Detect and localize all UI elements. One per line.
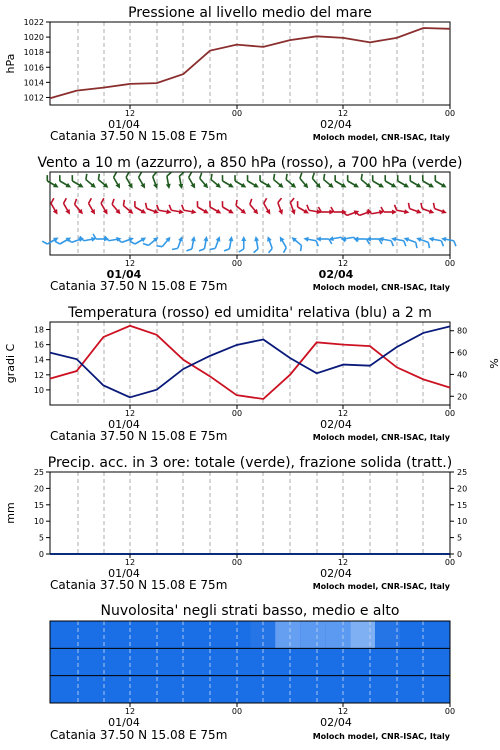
pressure-panel bbox=[0, 0, 500, 150]
temperature-title: Temperatura (rosso) ed umidita' relativa (blu) a 2 m bbox=[68, 305, 432, 321]
wind-barb-700hpa bbox=[320, 174, 337, 190]
cloud-title: Nuvolosita' negli strati basso, medio e alto bbox=[100, 603, 400, 619]
x-tick-label: 12 bbox=[124, 109, 136, 118]
wind-barb-700hpa bbox=[110, 172, 124, 190]
y2-tick-label: 20 bbox=[457, 392, 468, 402]
wind-barb-700hpa bbox=[164, 172, 174, 189]
y-tick-label: 12 bbox=[33, 370, 44, 380]
y2-tick-label: 0 bbox=[457, 550, 463, 559]
wind-barb-850hpa bbox=[206, 201, 224, 215]
wind-barb-850hpa bbox=[120, 200, 137, 216]
wind-barb-700hpa bbox=[431, 175, 449, 189]
x-tick-label: 00 bbox=[231, 558, 243, 567]
wind-barb-10m bbox=[263, 235, 276, 253]
y2-tick-label: 80 bbox=[457, 326, 468, 336]
x-tick-label: 00 bbox=[444, 558, 456, 567]
wind-barb-700hpa bbox=[331, 175, 349, 189]
wind-barb-700hpa bbox=[135, 172, 149, 190]
y-tick-label: 1012 bbox=[23, 93, 44, 103]
cloud-cell-alto bbox=[400, 621, 426, 649]
cloud-cell-medio bbox=[50, 648, 76, 676]
precip-chart bbox=[0, 450, 500, 600]
wind-barb-700hpa bbox=[176, 172, 186, 189]
y-tick-label: 1022 bbox=[23, 18, 44, 27]
y-tick-label: 15 bbox=[33, 500, 44, 510]
wind-barb-10m bbox=[316, 237, 332, 245]
cloud-cell-alto bbox=[75, 621, 101, 649]
wind-barb-850hpa bbox=[260, 198, 274, 216]
cloud-cell-basso bbox=[350, 676, 376, 704]
y-tick-label: 1016 bbox=[23, 63, 44, 73]
cloud-cell-medio bbox=[150, 648, 176, 676]
cloud-cell-medio bbox=[275, 648, 301, 676]
wind-barb-10m bbox=[224, 235, 234, 252]
y2-tick-label: 15 bbox=[457, 500, 468, 510]
x-tick-label: 12 bbox=[337, 409, 349, 418]
x-tick-label: 12 bbox=[124, 259, 136, 268]
x-tick-label: 00 bbox=[444, 707, 456, 716]
y-tick-label: 0 bbox=[38, 550, 44, 559]
wind-barb-700hpa bbox=[357, 174, 374, 190]
wind-barb-700hpa bbox=[344, 175, 362, 189]
x-tick-label: 12 bbox=[337, 109, 349, 118]
cloud-cell-basso bbox=[150, 676, 176, 704]
cloud-cell-basso bbox=[200, 676, 226, 704]
wind-barb-10m bbox=[275, 235, 289, 253]
wind-barb-850hpa bbox=[97, 198, 111, 216]
wind-barb-700hpa bbox=[219, 175, 237, 189]
wind-barb-700hpa bbox=[419, 175, 437, 189]
x-tick-label: 12 bbox=[124, 707, 136, 716]
wind-barb-700hpa bbox=[196, 173, 212, 190]
wind-barb-850hpa bbox=[274, 198, 287, 216]
wind-barb-700hpa bbox=[296, 173, 312, 190]
pressure-frame bbox=[50, 22, 450, 105]
x-tick-label: 00 bbox=[444, 259, 456, 268]
wind-barb-700hpa bbox=[282, 174, 299, 190]
wind-chart bbox=[0, 150, 500, 300]
cloud-cell-alto bbox=[325, 621, 351, 649]
wind-barb-10m bbox=[42, 233, 60, 247]
wind-barb-700hpa bbox=[369, 175, 387, 189]
date-label: 02/04 bbox=[320, 418, 352, 431]
y-axis-label: gradi C bbox=[4, 343, 17, 384]
y2-axis-label: % bbox=[487, 358, 500, 369]
y-axis-label: mm bbox=[4, 502, 17, 524]
cloud-cell-alto bbox=[200, 621, 226, 649]
date-label: 01/04 bbox=[106, 268, 142, 281]
model-credit: Moloch model, CNR-ISAC, Italy bbox=[312, 133, 450, 142]
wind-barb-10m bbox=[428, 236, 445, 246]
y-tick-label: 1018 bbox=[23, 48, 44, 58]
wind-barb-850hpa bbox=[85, 198, 99, 216]
cloud-cell-medio bbox=[350, 648, 376, 676]
cloud-cell-basso bbox=[175, 676, 201, 704]
date-label: 01/04 bbox=[108, 716, 140, 729]
pressure-chart bbox=[0, 0, 500, 150]
wind-barb-850hpa bbox=[108, 199, 124, 216]
x-tick-label: 12 bbox=[124, 558, 136, 567]
x-tick-label: 12 bbox=[337, 707, 349, 716]
wind-barb-700hpa bbox=[69, 175, 87, 189]
temperature-panel bbox=[0, 300, 500, 450]
station-location: Catania 37.50 N 15.08 E 75m bbox=[50, 728, 228, 742]
wind-barb-850hpa bbox=[431, 203, 449, 216]
wind-barb-700hpa bbox=[256, 175, 274, 189]
cloud-cell-basso bbox=[400, 676, 426, 704]
x-tick-label: 12 bbox=[337, 259, 349, 268]
wind-barb-850hpa bbox=[194, 201, 212, 215]
cloud-cell-alto bbox=[275, 621, 301, 649]
precip-frame bbox=[50, 472, 450, 554]
model-credit: Moloch model, CNR-ISAC, Italy bbox=[312, 433, 450, 442]
cloud-cell-alto bbox=[225, 621, 251, 649]
cloud-cell-basso bbox=[50, 676, 76, 704]
cloud-cell-medio bbox=[175, 648, 201, 676]
pressure-title: Pressione al livello medio del mare bbox=[128, 5, 372, 21]
cloud-cell-medio bbox=[325, 648, 351, 676]
wind-barb-850hpa bbox=[60, 198, 74, 216]
cloud-chart bbox=[0, 600, 500, 750]
wind-barb-10m bbox=[143, 233, 160, 249]
wind-barb-850hpa bbox=[246, 199, 262, 216]
x-tick-label: 12 bbox=[124, 409, 136, 418]
y2-tick-label: 60 bbox=[457, 348, 468, 358]
wind-barb-10m bbox=[130, 233, 148, 247]
wind-barb-10m bbox=[186, 235, 196, 252]
cloud-cell-medio bbox=[75, 648, 101, 676]
x-tick-label: 00 bbox=[231, 259, 243, 268]
wind-barb-700hpa bbox=[43, 175, 61, 189]
wind-barb-850hpa bbox=[232, 200, 249, 216]
cloud-cell-medio bbox=[425, 648, 451, 676]
y-tick-label: 18 bbox=[33, 325, 44, 335]
cloud-cell-alto bbox=[425, 621, 451, 649]
cloud-cell-alto bbox=[125, 621, 151, 649]
wind-barb-10m bbox=[210, 234, 223, 252]
wind-barb-10m bbox=[251, 236, 261, 253]
pressure-line bbox=[50, 28, 450, 98]
y2-tick-label: 40 bbox=[457, 370, 468, 380]
y-tick-label: 14 bbox=[33, 355, 44, 365]
cloud-cell-basso bbox=[225, 676, 251, 704]
y-tick-label: 10 bbox=[33, 385, 44, 395]
cloud-cell-basso bbox=[300, 676, 326, 704]
cloud-cell-medio bbox=[225, 648, 251, 676]
cloud-cell-alto bbox=[175, 621, 201, 649]
cloud-cell-medio bbox=[300, 648, 326, 676]
date-label: 02/04 bbox=[320, 716, 352, 729]
wind-barb-700hpa bbox=[149, 172, 162, 190]
wind-barb-700hpa bbox=[406, 175, 424, 189]
wind-barb-700hpa bbox=[394, 175, 412, 189]
cloud-cell-basso bbox=[75, 676, 101, 704]
date-label: 01/04 bbox=[108, 118, 140, 131]
precip-title: Precip. acc. in 3 ore: totale (verde), frazione solida (tratt.) bbox=[47, 455, 453, 471]
wind-barb-700hpa bbox=[185, 172, 199, 190]
cloud-cell-alto bbox=[150, 621, 176, 649]
y-tick-label: 16 bbox=[33, 340, 44, 350]
cloud-cell-basso bbox=[125, 676, 151, 704]
wind-barb-700hpa bbox=[82, 174, 99, 190]
wind-barb-850hpa bbox=[71, 199, 87, 216]
cloud-panel bbox=[0, 600, 500, 750]
y2-tick-label: 10 bbox=[457, 517, 468, 527]
y2-tick-label: 20 bbox=[457, 484, 468, 494]
wind-barb-10m bbox=[239, 236, 247, 252]
wind-barb-850hpa bbox=[393, 205, 410, 215]
y2-tick-label: 25 bbox=[457, 468, 468, 477]
y2-tick-label: 5 bbox=[457, 533, 463, 543]
date-label: 01/04 bbox=[108, 418, 140, 431]
y-tick-label: 25 bbox=[33, 468, 44, 477]
wind-barb-10m bbox=[105, 234, 122, 244]
date-label: 02/04 bbox=[318, 268, 354, 281]
x-tick-label: 00 bbox=[231, 409, 243, 418]
wind-barb-10m bbox=[156, 233, 172, 250]
y-tick-label: 5 bbox=[38, 533, 44, 543]
cloud-cell-basso bbox=[425, 676, 451, 704]
precip-panel bbox=[0, 450, 500, 600]
y-tick-label: 1014 bbox=[23, 78, 44, 88]
cloud-cell-medio bbox=[400, 648, 426, 676]
cloud-cell-medio bbox=[200, 648, 226, 676]
wind-barb-700hpa bbox=[381, 175, 399, 189]
wind-barb-700hpa bbox=[270, 174, 287, 190]
cloud-cell-alto bbox=[50, 621, 76, 649]
wind-barb-850hpa bbox=[180, 205, 197, 215]
x-tick-label: 00 bbox=[231, 707, 243, 716]
station-location: Catania 37.50 N 15.08 E 75m bbox=[50, 578, 228, 592]
wind-barb-700hpa bbox=[231, 175, 249, 189]
y-tick-label: 1020 bbox=[23, 33, 44, 43]
x-tick-label: 00 bbox=[444, 109, 456, 118]
x-tick-label: 12 bbox=[337, 558, 349, 567]
model-credit: Moloch model, CNR-ISAC, Italy bbox=[312, 732, 450, 741]
cloud-cell-basso bbox=[325, 676, 351, 704]
wind-barb-10m bbox=[199, 235, 209, 252]
station-location: Catania 37.50 N 15.08 E 75m bbox=[50, 129, 228, 143]
cloud-cell-medio bbox=[125, 648, 151, 676]
y-tick-label: 20 bbox=[33, 484, 44, 494]
wind-barb-850hpa bbox=[219, 201, 237, 215]
y-axis-label: hPa bbox=[4, 53, 17, 74]
wind-barb-700hpa bbox=[244, 175, 262, 189]
wind-barb-10m bbox=[288, 235, 305, 251]
cloud-cell-basso bbox=[275, 676, 301, 704]
date-label: 02/04 bbox=[320, 118, 352, 131]
x-tick-label: 00 bbox=[231, 109, 243, 118]
station-location: Catania 37.50 N 15.08 E 75m bbox=[50, 279, 228, 293]
wind-panel bbox=[0, 150, 500, 300]
model-credit: Moloch model, CNR-ISAC, Italy bbox=[312, 582, 450, 591]
wind-barb-700hpa bbox=[56, 175, 74, 189]
x-tick-label: 00 bbox=[444, 409, 456, 418]
cloud-cell-alto bbox=[300, 621, 326, 649]
date-label: 01/04 bbox=[108, 567, 140, 580]
temperature-chart bbox=[0, 300, 500, 450]
wind-barb-700hpa bbox=[94, 174, 111, 190]
wind-title: Vento a 10 m (azzurro), a 850 hPa (rosso), a 700 hPa (verde) bbox=[37, 155, 463, 171]
wind-barb-850hpa bbox=[381, 207, 397, 215]
y-tick-label: 10 bbox=[33, 517, 44, 527]
cloud-cell-alto bbox=[350, 621, 376, 649]
wind-barb-700hpa bbox=[309, 173, 325, 190]
station-location: Catania 37.50 N 15.08 E 75m bbox=[50, 429, 228, 443]
model-credit: Moloch model, CNR-ISAC, Italy bbox=[312, 283, 450, 292]
date-label: 02/04 bbox=[320, 567, 352, 580]
